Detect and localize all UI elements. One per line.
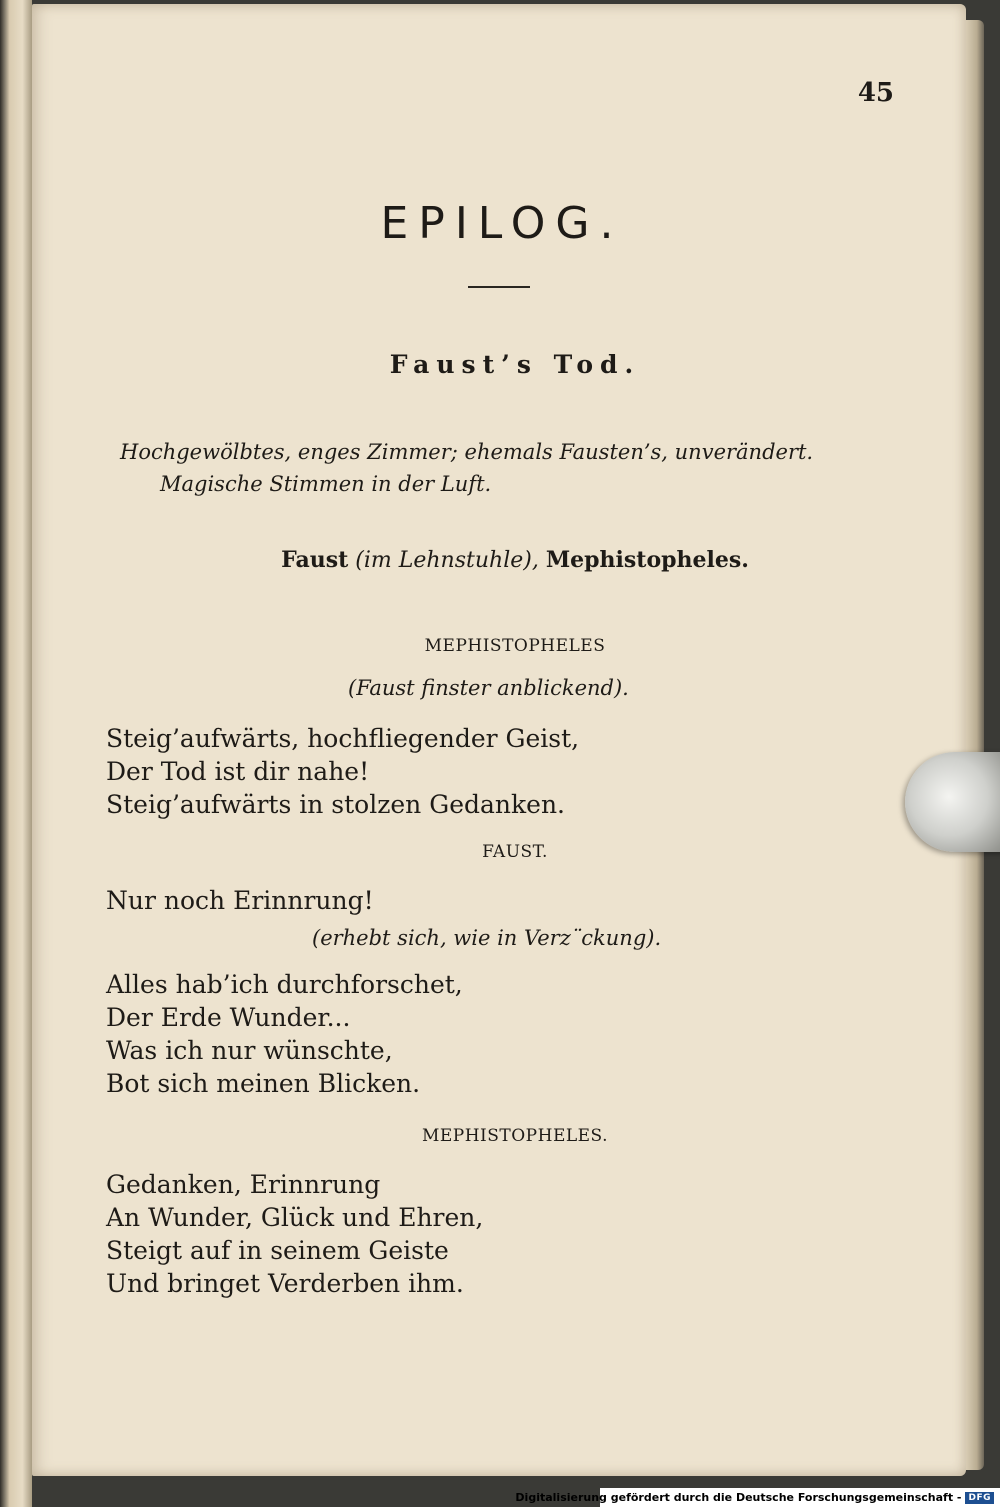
- verse-line: Der Tod ist dir nahe!: [106, 757, 370, 786]
- verse-line: Was ich nur wünschte,: [106, 1036, 393, 1065]
- cast-faust-note: (im Lehnstuhle),: [355, 548, 539, 573]
- verse-1: [106, 722, 579, 821]
- direction-1: (Faust finster anblickend).: [348, 676, 629, 700]
- verse-line: Steig’aufwärts in stolzen Gedanken.: [106, 790, 565, 819]
- digitization-credit: [515, 1488, 1000, 1507]
- verse-line: Und bringet Verderben ihm.: [106, 1269, 464, 1298]
- verse-4: [106, 1168, 483, 1300]
- scene-title: Faust’s Tod.: [389, 350, 641, 379]
- page-number: 45: [857, 78, 894, 108]
- credit-text: Digitalisierung gefördert durch die Deutsche Forschungsgemeinschaft -: [515, 1491, 962, 1504]
- verse-line: Steig’aufwärts, hochfliegender Geist,: [106, 724, 580, 753]
- title-rule: [468, 286, 530, 288]
- verse-line: Gedanken, Erinnrung: [106, 1170, 381, 1199]
- verse-3: [106, 968, 463, 1100]
- page-title: EPILOG.: [380, 198, 624, 249]
- verse-line: Nur noch Erinnrung!: [106, 886, 374, 915]
- direction-2: (erhebt sich, wie in Verz¨ckung).: [312, 926, 662, 950]
- speaker-faust: FAUST.: [482, 842, 548, 862]
- cast-mephistopheles: Mephistopheles.: [545, 547, 749, 573]
- verse-line: Bot sich meinen Blicken.: [106, 1069, 421, 1098]
- cast-list: [0, 547, 1000, 573]
- verse-line: Steigt auf in seinem Geiste: [106, 1236, 449, 1265]
- cast-faust: Faust: [281, 547, 349, 573]
- verse-line: Alles hab’ich durchforschet,: [106, 970, 463, 999]
- verse-line: Der Erde Wunder...: [106, 1003, 351, 1032]
- speaker-mephistopheles-1: MEPHISTOPHELES: [424, 636, 606, 656]
- stage-direction-line-2: Magische Stimmen in der Luft.: [160, 472, 492, 496]
- stage-direction-line-1: Hochgewölbtes, enges Zimmer; ehemals Fausten’s, unverändert.: [120, 440, 814, 464]
- dfg-logo: DFG: [965, 1492, 994, 1504]
- verse-2: [106, 884, 374, 917]
- verse-line: An Wunder, Glück und Ehren,: [106, 1203, 484, 1232]
- speaker-mephistopheles-2: MEPHISTOPHELES.: [421, 1126, 609, 1146]
- page-clip: [905, 752, 1000, 852]
